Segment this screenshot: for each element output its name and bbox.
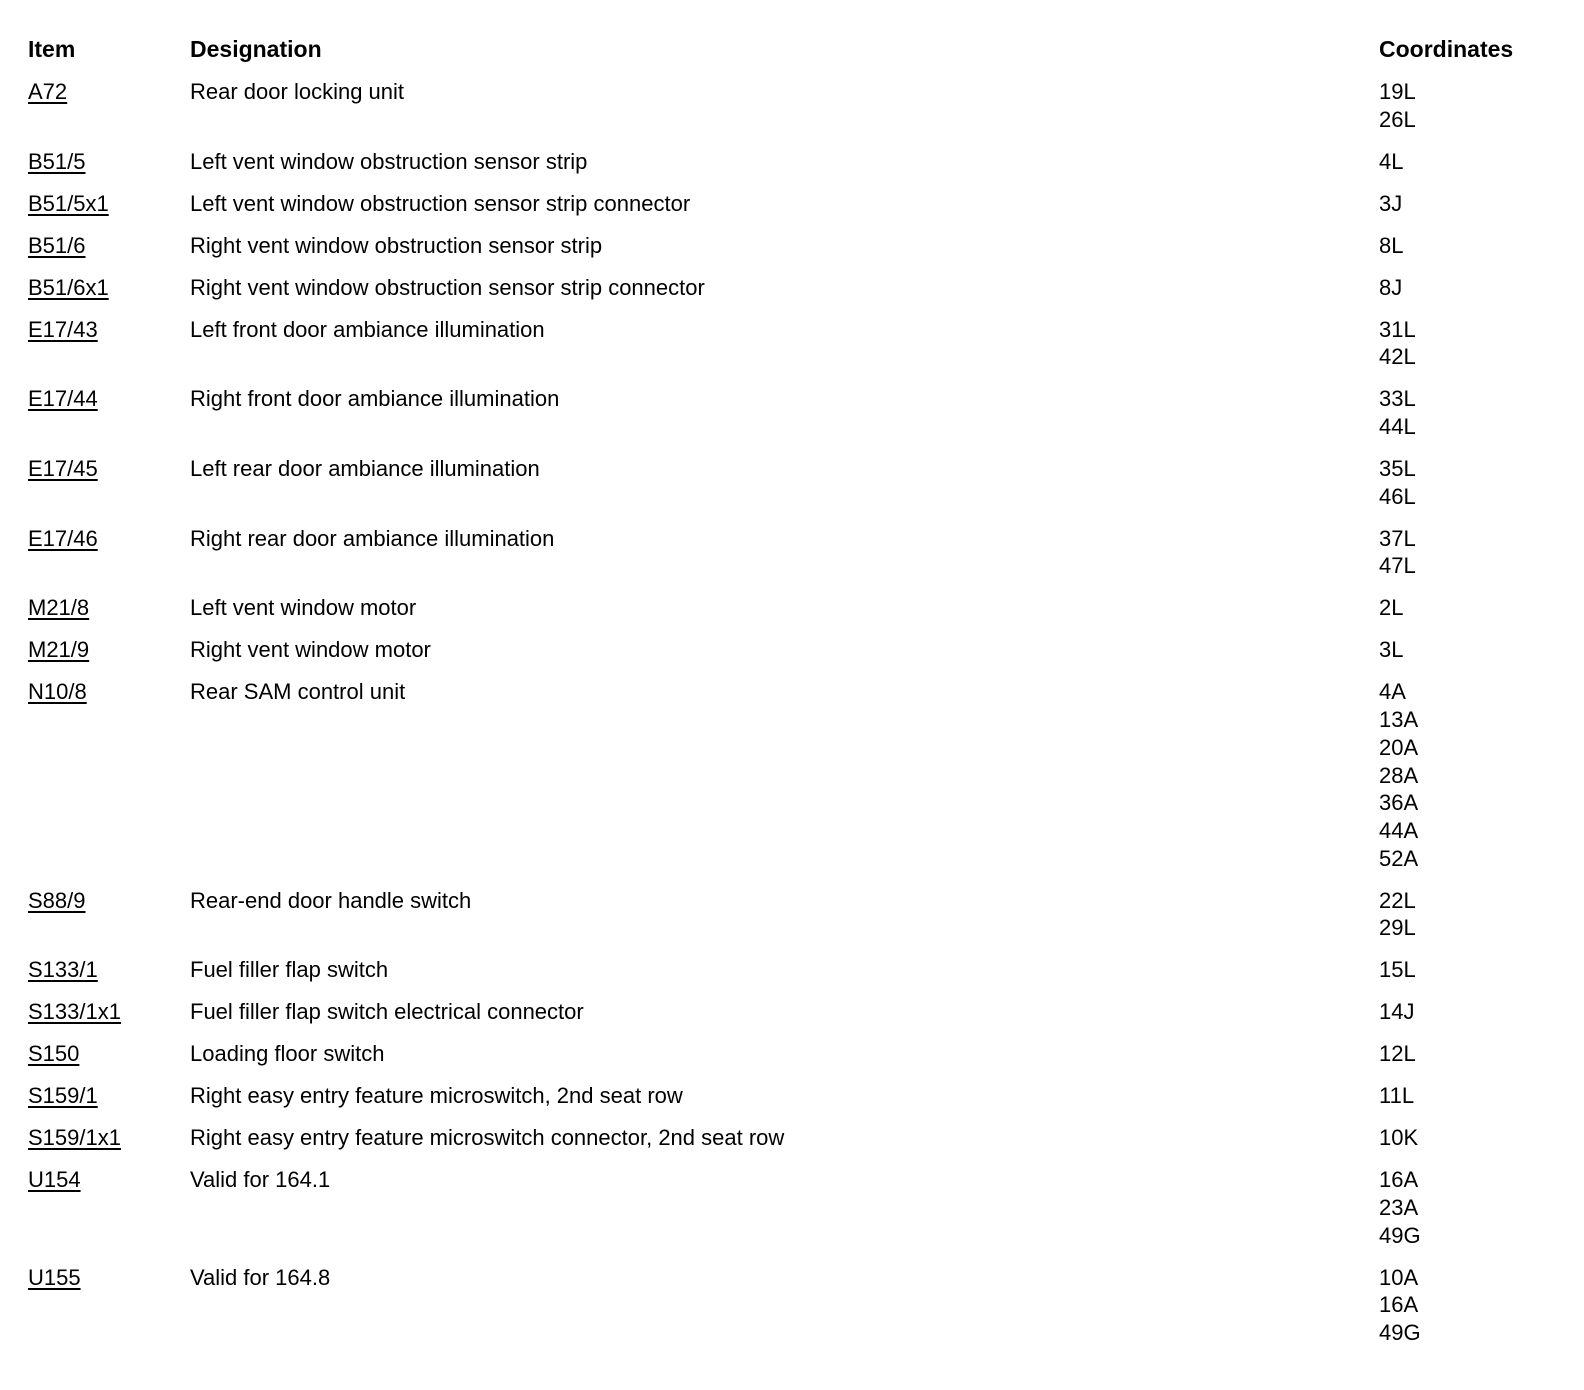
designation-text: Left vent window obstruction sensor strip [190, 148, 588, 174]
item-link[interactable]: E17/45 [28, 456, 98, 482]
designation-text: Right vent window motor [190, 637, 431, 663]
coordinate-value: 26L [1379, 106, 1416, 132]
table-row [0, 274, 1584, 316]
coordinates-list [1379, 678, 1418, 872]
designation-text: Left front door ambiance illumination [190, 316, 545, 342]
coordinate-value: 49G [1379, 1222, 1421, 1248]
coordinate-value: 46L [1379, 483, 1416, 509]
coordinates-list [1379, 1264, 1421, 1347]
coordinate-value: 22L [1379, 887, 1416, 913]
coordinates-list [1379, 455, 1416, 510]
table-row [0, 525, 1584, 595]
designation-text: Right front door ambiance illumination [190, 386, 560, 412]
table-row [0, 1124, 1584, 1166]
table-row [0, 232, 1584, 274]
table-row [0, 1166, 1584, 1263]
item-link[interactable]: E17/46 [28, 525, 98, 551]
designation-text: Right easy entry feature microswitch connector, 2nd seat row [190, 1125, 785, 1151]
designation-text: Right easy entry feature microswitch, 2nd seat row [190, 1083, 683, 1109]
designation-text: Rear-end door handle switch [190, 887, 472, 913]
item-link[interactable]: B51/6 [28, 232, 86, 258]
coordinate-value: 15L [1379, 957, 1416, 983]
coordinates-list [1379, 148, 1403, 176]
table-row [0, 190, 1584, 232]
designation-text: Left vent window motor [190, 595, 417, 621]
table-row [0, 455, 1584, 525]
table-row [0, 636, 1584, 678]
coordinate-value: 10A [1379, 1264, 1419, 1290]
coordinates-list [1379, 232, 1403, 260]
table-row [0, 1082, 1584, 1124]
coordinates-list [1379, 525, 1416, 580]
coordinates-list [1379, 1040, 1416, 1068]
item-link[interactable]: S133/1 [28, 957, 98, 983]
item-link[interactable]: B51/6x1 [28, 274, 109, 300]
item-link[interactable]: S150 [28, 1041, 80, 1067]
coordinate-value: 8L [1379, 232, 1404, 258]
designation-text: Valid for 164.8 [190, 1264, 331, 1290]
header-item: Item [28, 36, 76, 62]
item-link[interactable]: M21/9 [28, 637, 90, 663]
coordinates-list [1379, 1082, 1414, 1110]
coordinate-value: 10K [1379, 1125, 1419, 1151]
coordinates-list [1379, 190, 1402, 218]
coordinate-value: 49G [1379, 1320, 1421, 1346]
coordinate-value: 29L [1379, 915, 1416, 941]
coordinate-value: 37L [1379, 525, 1416, 551]
coordinates-list [1379, 998, 1414, 1026]
item-link[interactable]: S133/1x1 [28, 999, 121, 1025]
item-link[interactable]: E17/43 [28, 316, 98, 342]
item-link[interactable]: E17/44 [28, 386, 98, 412]
coordinate-value: 3J [1379, 190, 1403, 216]
coordinates-list [1379, 887, 1416, 942]
coordinate-value: 44A [1379, 817, 1419, 843]
coordinates-list [1379, 1166, 1421, 1249]
coordinates-list [1379, 78, 1416, 133]
coordinates-list [1379, 385, 1416, 440]
table-row [0, 78, 1584, 148]
header-coordinates: Coordinates [1379, 36, 1514, 62]
coordinate-value: 8J [1379, 274, 1403, 300]
designation-text: Rear door locking unit [190, 79, 405, 104]
component-table [0, 78, 1584, 1361]
table-row [0, 678, 1584, 886]
coordinate-value: 19L [1379, 79, 1416, 104]
designation-text: Right rear door ambiance illumination [190, 525, 555, 551]
table-row [0, 316, 1584, 386]
coordinate-value: 3L [1379, 637, 1404, 663]
designation-text: Fuel filler flap switch electrical connector [190, 999, 584, 1025]
coordinate-value: 4L [1379, 148, 1404, 174]
coordinate-value: 11L [1379, 1083, 1415, 1109]
coordinate-value: 14J [1379, 999, 1415, 1025]
coordinate-value: 31L [1379, 316, 1416, 342]
table-header [0, 36, 1584, 66]
coordinate-value: 16A [1379, 1292, 1419, 1318]
table-row [0, 594, 1584, 636]
coordinate-value: 23A [1379, 1195, 1419, 1221]
coordinate-value: 36A [1379, 790, 1419, 816]
coordinates-list [1379, 316, 1416, 371]
item-link[interactable]: B51/5 [28, 148, 86, 174]
table-row [0, 1040, 1584, 1082]
item-link[interactable]: S88/9 [28, 887, 86, 913]
coordinate-value: 47L [1379, 553, 1416, 579]
designation-text: Left vent window obstruction sensor strip connector [190, 190, 691, 216]
coordinate-value: 28A [1379, 762, 1419, 788]
coordinate-value: 52A [1379, 845, 1419, 871]
item-link[interactable]: S159/1 [28, 1083, 98, 1109]
table-row [0, 148, 1584, 190]
coordinate-value: 16A [1379, 1167, 1419, 1193]
designation-text: Left rear door ambiance illumination [190, 456, 540, 482]
coordinates-list [1379, 274, 1402, 302]
designation-text: Fuel filler flap switch [190, 957, 389, 983]
coordinate-value: 33L [1379, 386, 1416, 412]
item-link[interactable]: S159/1x1 [28, 1125, 121, 1151]
item-link[interactable]: M21/8 [28, 595, 90, 621]
coordinate-value: 20A [1379, 734, 1419, 760]
designation-text: Right vent window obstruction sensor strip [190, 232, 603, 258]
coordinates-list [1379, 956, 1416, 984]
coordinate-value: 35L [1379, 456, 1416, 482]
table-row [0, 385, 1584, 455]
item-link[interactable]: A72 [28, 79, 68, 104]
table-row [0, 887, 1584, 957]
designation-text: Loading floor switch [190, 1041, 385, 1067]
designation-text: Right vent window obstruction sensor strip connector [190, 274, 705, 300]
item-link[interactable]: U154 [28, 1167, 81, 1193]
table-row [0, 956, 1584, 998]
designation-text: Valid for 164.1 [190, 1167, 331, 1193]
header-designation: Designation [190, 36, 322, 62]
coordinates-list [1379, 594, 1403, 622]
coordinates-list [1379, 636, 1403, 664]
coordinate-value: 13A [1379, 707, 1419, 733]
coordinates-list [1379, 1124, 1418, 1152]
item-link[interactable]: N10/8 [28, 679, 87, 705]
table-row [0, 998, 1584, 1040]
coordinate-value: 12L [1379, 1041, 1416, 1067]
coordinate-value: 44L [1379, 414, 1416, 440]
coordinate-value: 2L [1379, 595, 1404, 621]
table-row [0, 1264, 1584, 1361]
item-link[interactable]: U155 [28, 1264, 81, 1290]
coordinate-value: 42L [1379, 344, 1416, 370]
item-link[interactable]: B51/5x1 [28, 190, 109, 216]
designation-text: Rear SAM control unit [190, 679, 406, 705]
coordinate-value: 4A [1379, 679, 1406, 705]
